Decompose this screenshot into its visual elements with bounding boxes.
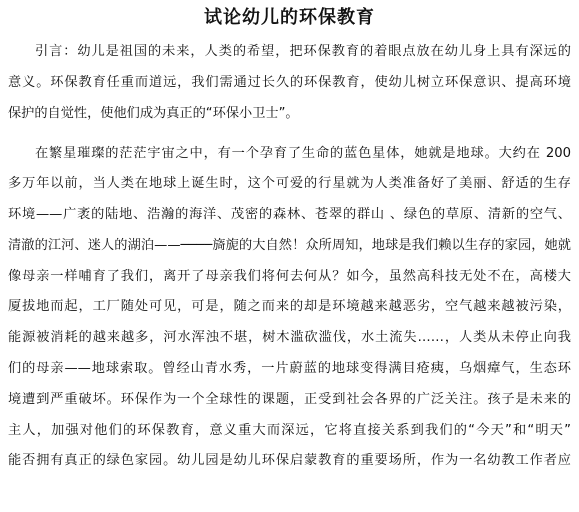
paragraph-line: 主人，加强对他们的环保教育，意义重大而深远，它将直接关系到我们的“今天”和“明天” <box>8 423 571 438</box>
paragraph-line: 像母亲一样哺育了我们，离开了母亲我们将何去何从？如今，虽然高科技无处不在，高楼大 <box>8 269 571 284</box>
paragraph-line: 能否拥有真正的绿色家园。幼儿园是幼儿环保启蒙教育的重要场所，作为一名幼教工作者应 <box>8 453 571 468</box>
document-title: 试论幼儿的环保教育 <box>204 7 375 28</box>
paragraph-line: 意义。环保教育任重而道远，我们需通过长久的环保教育，使幼儿树立环保意识、提高环境 <box>8 75 571 90</box>
paragraph-line: 保护的自觉性，使他们成为真正的“环保小卫士”。 <box>8 106 299 121</box>
paragraph-line: 厦拔地而起，工厂随处可见，可是，随之而来的却是环境越来越恶劣，空气越来越被污染， <box>8 299 571 314</box>
paragraph-line: 境遭到严重破坏。环保作为一个全球性的课题，正受到社会各界的广泛关注。孩子是未来的 <box>8 392 571 407</box>
paragraph-line: 多万年以前，当人类在地球上诞生时，这个可爱的行星就为人类准备好了美丽、舒适的生存 <box>8 176 571 191</box>
paragraph-line: 清澈的江河、迷人的湖泊——────旖旎的大自然！众所周知，地球是我们赖以生存的家园，她就 <box>8 238 571 253</box>
paragraph-line: 引言：幼儿是祖国的未来，人类的希望，把环保教育的着眼点放在幼儿身上具有深远的 <box>35 44 571 59</box>
paragraph-line: 在繁星璀璨的茫茫宇宙之中，有一个孕育了生命的蓝色星体，她就是地球。大约在 200 <box>35 146 571 161</box>
paragraph-line: 环境——广袤的陆地、浩瀚的海洋、茂密的森林、苍翠的群山 、绿色的草原、清新的空气、 <box>8 207 571 222</box>
paragraph-line: 们的母亲——地球索取。曾经山青水秀，一片蔚蓝的地球变得满目疮痍，乌烟瘴气，生态环 <box>8 361 571 376</box>
paragraph-line: 能源被消耗的越来越多，河水浑浊不堪，树木滥砍滥伐，水土流失……，人类从未停止向我 <box>8 330 571 345</box>
